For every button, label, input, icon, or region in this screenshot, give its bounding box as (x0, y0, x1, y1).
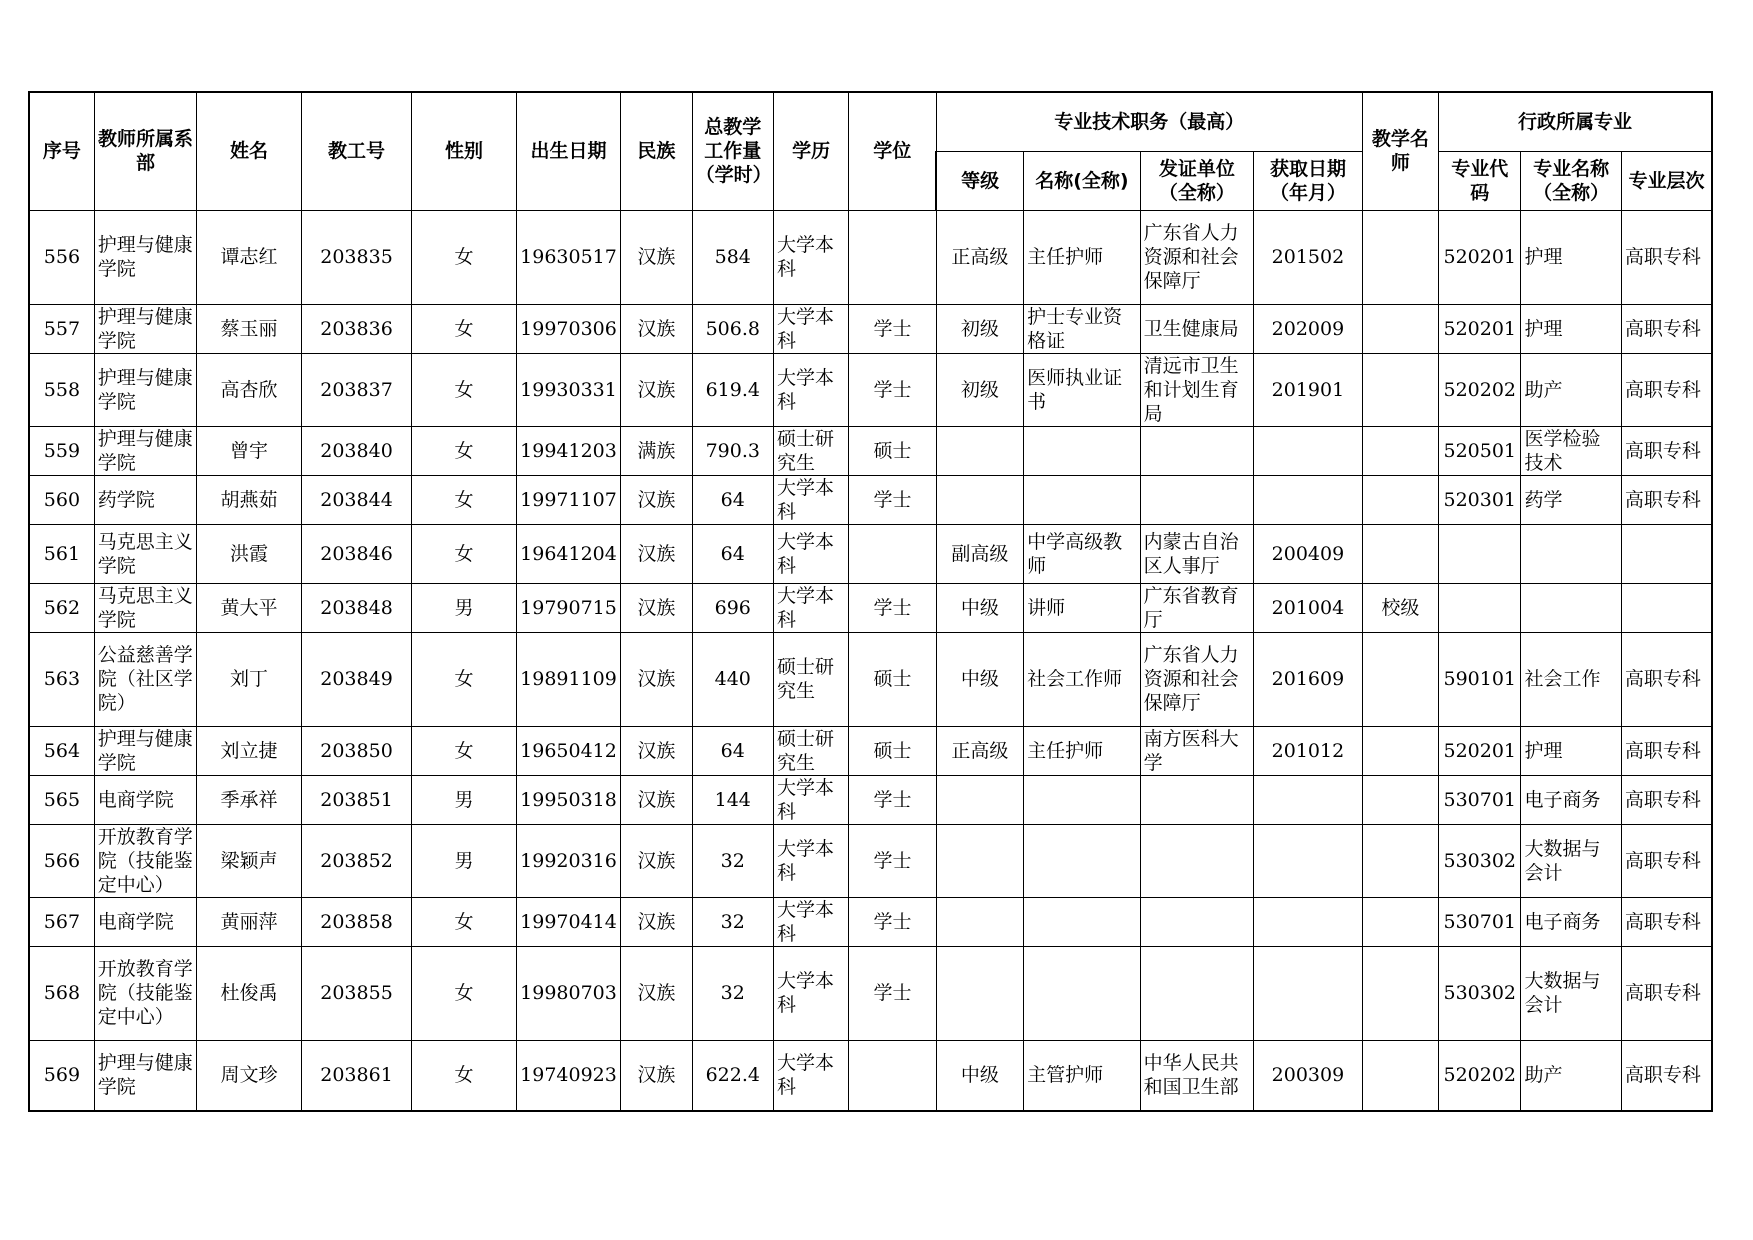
cell-education: 大学本科 (773, 353, 848, 426)
table-row (29, 775, 1712, 824)
cell-major-code: 520201 (1439, 304, 1521, 353)
cell-obtained (1254, 475, 1363, 524)
cell-staff-id: 203852 (301, 824, 412, 897)
cell-gender: 女 (412, 210, 516, 304)
cell-seq: 556 (29, 210, 94, 304)
cell-birth: 19930331 (516, 353, 620, 426)
cell-title-level: 中级 (936, 1040, 1023, 1111)
cell-major-name (1521, 583, 1621, 632)
cell-gender: 女 (412, 353, 516, 426)
cell-name: 谭志红 (197, 210, 301, 304)
cell-title-level: 中级 (936, 583, 1023, 632)
cell-gender: 女 (412, 475, 516, 524)
cell-gender: 女 (412, 304, 516, 353)
cell-major-level (1621, 524, 1712, 583)
cell-birth: 19641204 (516, 524, 620, 583)
cell-issuer (1140, 897, 1254, 946)
cell-seq: 557 (29, 304, 94, 353)
cell-gender: 男 (412, 775, 516, 824)
cell-major-name: 大数据与会计 (1521, 946, 1621, 1040)
cell-issuer (1140, 475, 1254, 524)
cell-degree: 硕士 (849, 426, 936, 475)
cell-major-level: 高职专科 (1621, 824, 1712, 897)
cell-issuer (1140, 946, 1254, 1040)
cell-education: 大学本科 (773, 475, 848, 524)
cell-issuer: 南方医科大学 (1140, 726, 1254, 775)
cell-famous-teacher (1362, 353, 1438, 426)
cell-major-level: 高职专科 (1621, 1040, 1712, 1111)
cell-staff-id: 203861 (301, 1040, 412, 1111)
header-major-group: 行政所属专业 (1439, 92, 1712, 151)
cell-name: 刘立捷 (197, 726, 301, 775)
cell-major-code (1439, 524, 1521, 583)
cell-issuer: 中华人民共和国卫生部 (1140, 1040, 1254, 1111)
cell-gender: 男 (412, 583, 516, 632)
cell-major-name: 护理 (1521, 210, 1621, 304)
header-ethnicity: 民族 (621, 92, 692, 210)
cell-title-name (1024, 946, 1141, 1040)
cell-education: 大学本科 (773, 524, 848, 583)
cell-name: 黄大平 (197, 583, 301, 632)
header-seq: 序号 (29, 92, 94, 210)
cell-birth: 19740923 (516, 1040, 620, 1111)
cell-staff-id: 203850 (301, 726, 412, 775)
cell-seq: 561 (29, 524, 94, 583)
cell-major-name: 护理 (1521, 304, 1621, 353)
cell-major-code: 520301 (1439, 475, 1521, 524)
table-row (29, 824, 1712, 897)
cell-obtained (1254, 775, 1363, 824)
table-row (29, 353, 1712, 426)
cell-dept: 公益慈善学院（社区学院） (94, 632, 196, 726)
cell-obtained: 201609 (1254, 632, 1363, 726)
cell-seq: 569 (29, 1040, 94, 1111)
cell-degree: 学士 (849, 353, 936, 426)
cell-workload: 790.3 (692, 426, 773, 475)
cell-obtained (1254, 946, 1363, 1040)
cell-issuer: 广东省教育厅 (1140, 583, 1254, 632)
cell-education: 硕士研究生 (773, 426, 848, 475)
cell-education: 大学本科 (773, 824, 848, 897)
cell-title-name (1024, 426, 1141, 475)
table-row (29, 946, 1712, 1040)
cell-degree: 学士 (849, 304, 936, 353)
cell-education: 大学本科 (773, 775, 848, 824)
cell-major-level (1621, 583, 1712, 632)
cell-major-code: 530701 (1439, 897, 1521, 946)
cell-famous-teacher (1362, 210, 1438, 304)
cell-name: 刘丁 (197, 632, 301, 726)
cell-famous-teacher (1362, 946, 1438, 1040)
cell-staff-id: 203836 (301, 304, 412, 353)
cell-major-level: 高职专科 (1621, 426, 1712, 475)
header-birth: 出生日期 (516, 92, 620, 210)
cell-dept: 电商学院 (94, 775, 196, 824)
cell-staff-id: 203835 (301, 210, 412, 304)
cell-staff-id: 203855 (301, 946, 412, 1040)
table-row (29, 475, 1712, 524)
cell-workload: 506.8 (692, 304, 773, 353)
cell-degree: 学士 (849, 824, 936, 897)
cell-major-name: 电子商务 (1521, 775, 1621, 824)
cell-obtained: 201012 (1254, 726, 1363, 775)
cell-ethnicity: 汉族 (621, 304, 692, 353)
table-row (29, 304, 1712, 353)
header-gender: 性别 (412, 92, 516, 210)
cell-issuer: 广东省人力资源和社会保障厅 (1140, 210, 1254, 304)
cell-major-code: 590101 (1439, 632, 1521, 726)
cell-gender: 女 (412, 897, 516, 946)
cell-title-level (936, 475, 1023, 524)
cell-obtained: 201502 (1254, 210, 1363, 304)
cell-ethnicity: 汉族 (621, 210, 692, 304)
cell-name: 高杏欣 (197, 353, 301, 426)
cell-title-name: 主管护师 (1024, 1040, 1141, 1111)
cell-major-level: 高职专科 (1621, 726, 1712, 775)
cell-ethnicity: 汉族 (621, 632, 692, 726)
header-title-name: 名称(全称) (1024, 151, 1141, 210)
cell-ethnicity: 满族 (621, 426, 692, 475)
cell-obtained: 200309 (1254, 1040, 1363, 1111)
cell-seq: 565 (29, 775, 94, 824)
cell-birth: 19650412 (516, 726, 620, 775)
cell-degree: 学士 (849, 897, 936, 946)
cell-major-code (1439, 583, 1521, 632)
cell-education: 大学本科 (773, 946, 848, 1040)
cell-degree (849, 210, 936, 304)
cell-famous-teacher (1362, 897, 1438, 946)
cell-issuer: 广东省人力资源和社会保障厅 (1140, 632, 1254, 726)
cell-seq: 558 (29, 353, 94, 426)
cell-staff-id: 203849 (301, 632, 412, 726)
cell-obtained (1254, 897, 1363, 946)
cell-seq: 564 (29, 726, 94, 775)
cell-birth: 19630517 (516, 210, 620, 304)
cell-degree: 硕士 (849, 726, 936, 775)
header-title-group: 专业技术职务（最高） (936, 92, 1362, 151)
cell-issuer: 清远市卫生和计划生育局 (1140, 353, 1254, 426)
cell-seq: 568 (29, 946, 94, 1040)
table-row (29, 583, 1712, 632)
cell-dept: 护理与健康学院 (94, 353, 196, 426)
cell-title-level (936, 775, 1023, 824)
cell-dept: 护理与健康学院 (94, 210, 196, 304)
cell-title-name (1024, 897, 1141, 946)
cell-name: 黄丽萍 (197, 897, 301, 946)
cell-dept: 开放教育学院（技能鉴定中心） (94, 946, 196, 1040)
cell-education: 大学本科 (773, 583, 848, 632)
cell-title-level (936, 946, 1023, 1040)
cell-famous-teacher (1362, 824, 1438, 897)
cell-obtained: 202009 (1254, 304, 1363, 353)
cell-dept: 护理与健康学院 (94, 1040, 196, 1111)
cell-title-name: 社会工作师 (1024, 632, 1141, 726)
cell-title-level: 副高级 (936, 524, 1023, 583)
table-row (29, 524, 1712, 583)
cell-ethnicity: 汉族 (621, 726, 692, 775)
cell-major-name: 护理 (1521, 726, 1621, 775)
cell-seq: 560 (29, 475, 94, 524)
cell-education: 硕士研究生 (773, 632, 848, 726)
cell-birth: 19950318 (516, 775, 620, 824)
header-major-level: 专业层次 (1621, 151, 1712, 210)
cell-dept: 马克思主义学院 (94, 583, 196, 632)
cell-dept: 电商学院 (94, 897, 196, 946)
cell-name: 梁颖声 (197, 824, 301, 897)
cell-major-level: 高职专科 (1621, 353, 1712, 426)
header-name: 姓名 (197, 92, 301, 210)
cell-title-name (1024, 475, 1141, 524)
cell-major-code: 520201 (1439, 726, 1521, 775)
cell-issuer (1140, 824, 1254, 897)
cell-gender: 女 (412, 946, 516, 1040)
cell-staff-id: 203858 (301, 897, 412, 946)
cell-title-level (936, 824, 1023, 897)
cell-obtained (1254, 824, 1363, 897)
cell-name: 周文珍 (197, 1040, 301, 1111)
cell-title-name: 医师执业证书 (1024, 353, 1141, 426)
cell-obtained (1254, 426, 1363, 475)
header-major-code: 专业代码 (1439, 151, 1521, 210)
cell-seq: 563 (29, 632, 94, 726)
cell-education: 大学本科 (773, 1040, 848, 1111)
cell-title-name: 主任护师 (1024, 210, 1141, 304)
header-famous-teacher: 教学名师 (1362, 92, 1438, 210)
cell-seq: 562 (29, 583, 94, 632)
cell-education: 硕士研究生 (773, 726, 848, 775)
header-staff-id: 教工号 (301, 92, 412, 210)
cell-famous-teacher (1362, 726, 1438, 775)
cell-major-level: 高职专科 (1621, 304, 1712, 353)
cell-degree: 学士 (849, 583, 936, 632)
cell-name: 杜俊禹 (197, 946, 301, 1040)
cell-ethnicity: 汉族 (621, 775, 692, 824)
cell-workload: 32 (692, 897, 773, 946)
cell-famous-teacher (1362, 304, 1438, 353)
cell-title-level: 正高级 (936, 726, 1023, 775)
cell-issuer (1140, 775, 1254, 824)
cell-workload: 584 (692, 210, 773, 304)
table-row (29, 726, 1712, 775)
cell-staff-id: 203840 (301, 426, 412, 475)
cell-title-level: 初级 (936, 304, 1023, 353)
cell-degree: 学士 (849, 475, 936, 524)
cell-ethnicity: 汉族 (621, 353, 692, 426)
cell-major-code: 520501 (1439, 426, 1521, 475)
cell-issuer: 卫生健康局 (1140, 304, 1254, 353)
cell-major-name (1521, 524, 1621, 583)
cell-major-name: 助产 (1521, 1040, 1621, 1111)
header-dept: 教师所属系部 (94, 92, 196, 210)
cell-major-name: 助产 (1521, 353, 1621, 426)
cell-ethnicity: 汉族 (621, 1040, 692, 1111)
cell-gender: 女 (412, 1040, 516, 1111)
cell-title-name (1024, 824, 1141, 897)
cell-education: 大学本科 (773, 304, 848, 353)
cell-workload: 619.4 (692, 353, 773, 426)
header-issuer: 发证单位（全称） (1140, 151, 1254, 210)
cell-workload: 622.4 (692, 1040, 773, 1111)
cell-birth: 19970414 (516, 897, 620, 946)
cell-major-code: 520202 (1439, 353, 1521, 426)
cell-birth: 19891109 (516, 632, 620, 726)
header-degree: 学位 (849, 92, 936, 210)
cell-major-level: 高职专科 (1621, 475, 1712, 524)
cell-birth: 19790715 (516, 583, 620, 632)
cell-name: 洪霞 (197, 524, 301, 583)
table-body (29, 210, 1712, 1111)
header-workload: 总教学工作量（学时） (692, 92, 773, 210)
cell-title-level: 中级 (936, 632, 1023, 726)
cell-education: 大学本科 (773, 210, 848, 304)
cell-major-code: 530302 (1439, 946, 1521, 1040)
cell-seq: 566 (29, 824, 94, 897)
table-row (29, 897, 1712, 946)
cell-ethnicity: 汉族 (621, 824, 692, 897)
cell-issuer (1140, 426, 1254, 475)
cell-name: 蔡玉丽 (197, 304, 301, 353)
cell-ethnicity: 汉族 (621, 524, 692, 583)
cell-major-name: 大数据与会计 (1521, 824, 1621, 897)
cell-workload: 440 (692, 632, 773, 726)
cell-famous-teacher (1362, 524, 1438, 583)
cell-name: 曾宇 (197, 426, 301, 475)
cell-seq: 567 (29, 897, 94, 946)
cell-staff-id: 203844 (301, 475, 412, 524)
cell-degree (849, 524, 936, 583)
cell-title-name: 护士专业资格证 (1024, 304, 1141, 353)
cell-degree: 学士 (849, 946, 936, 1040)
cell-famous-teacher (1362, 475, 1438, 524)
cell-dept: 护理与健康学院 (94, 304, 196, 353)
cell-famous-teacher (1362, 632, 1438, 726)
cell-title-level: 初级 (936, 353, 1023, 426)
cell-staff-id: 203837 (301, 353, 412, 426)
cell-workload: 144 (692, 775, 773, 824)
cell-famous-teacher (1362, 775, 1438, 824)
cell-obtained: 201004 (1254, 583, 1363, 632)
cell-dept: 护理与健康学院 (94, 426, 196, 475)
cell-gender: 女 (412, 632, 516, 726)
staff-table (28, 91, 1713, 1112)
cell-workload: 32 (692, 824, 773, 897)
cell-workload: 696 (692, 583, 773, 632)
table-row (29, 632, 1712, 726)
cell-ethnicity: 汉族 (621, 475, 692, 524)
cell-major-code: 520201 (1439, 210, 1521, 304)
cell-major-name: 社会工作 (1521, 632, 1621, 726)
cell-workload: 64 (692, 475, 773, 524)
cell-dept: 护理与健康学院 (94, 726, 196, 775)
cell-gender: 女 (412, 524, 516, 583)
cell-title-name: 讲师 (1024, 583, 1141, 632)
table-row (29, 210, 1712, 304)
cell-birth: 19971107 (516, 475, 620, 524)
cell-major-code: 520202 (1439, 1040, 1521, 1111)
cell-obtained: 201901 (1254, 353, 1363, 426)
cell-title-level: 正高级 (936, 210, 1023, 304)
cell-birth: 19970306 (516, 304, 620, 353)
cell-birth: 19920316 (516, 824, 620, 897)
cell-ethnicity: 汉族 (621, 897, 692, 946)
cell-famous-teacher (1362, 426, 1438, 475)
cell-education: 大学本科 (773, 897, 848, 946)
cell-famous-teacher: 校级 (1362, 583, 1438, 632)
cell-workload: 64 (692, 524, 773, 583)
cell-degree (849, 1040, 936, 1111)
cell-ethnicity: 汉族 (621, 583, 692, 632)
cell-major-name: 医学检验技术 (1521, 426, 1621, 475)
cell-title-name: 主任护师 (1024, 726, 1141, 775)
header-title-level: 等级 (936, 151, 1023, 210)
cell-dept: 马克思主义学院 (94, 524, 196, 583)
cell-major-name: 电子商务 (1521, 897, 1621, 946)
cell-famous-teacher (1362, 1040, 1438, 1111)
cell-issuer: 内蒙古自治区人事厅 (1140, 524, 1254, 583)
cell-ethnicity: 汉族 (621, 946, 692, 1040)
cell-staff-id: 203851 (301, 775, 412, 824)
cell-major-level: 高职专科 (1621, 210, 1712, 304)
cell-obtained: 200409 (1254, 524, 1363, 583)
table-row (29, 1040, 1712, 1111)
cell-gender: 女 (412, 726, 516, 775)
cell-workload: 64 (692, 726, 773, 775)
cell-title-name (1024, 775, 1141, 824)
cell-major-name: 药学 (1521, 475, 1621, 524)
cell-title-level (936, 897, 1023, 946)
cell-birth: 19941203 (516, 426, 620, 475)
cell-dept: 药学院 (94, 475, 196, 524)
cell-major-code: 530302 (1439, 824, 1521, 897)
cell-workload: 32 (692, 946, 773, 1040)
cell-major-code: 530701 (1439, 775, 1521, 824)
table-row (29, 426, 1712, 475)
cell-major-level: 高职专科 (1621, 946, 1712, 1040)
cell-degree: 学士 (849, 775, 936, 824)
cell-gender: 男 (412, 824, 516, 897)
cell-title-name: 中学高级教师 (1024, 524, 1141, 583)
cell-degree: 硕士 (849, 632, 936, 726)
cell-major-level: 高职专科 (1621, 897, 1712, 946)
cell-name: 季承祥 (197, 775, 301, 824)
header-major-name: 专业名称（全称） (1521, 151, 1621, 210)
cell-major-level: 高职专科 (1621, 775, 1712, 824)
cell-seq: 559 (29, 426, 94, 475)
header-obtained: 获取日期（年月） (1254, 151, 1363, 210)
header-education: 学历 (773, 92, 848, 210)
cell-staff-id: 203846 (301, 524, 412, 583)
cell-major-level: 高职专科 (1621, 632, 1712, 726)
cell-gender: 女 (412, 426, 516, 475)
table-header (29, 92, 1712, 210)
cell-name: 胡燕茹 (197, 475, 301, 524)
cell-title-level (936, 426, 1023, 475)
cell-birth: 19980703 (516, 946, 620, 1040)
cell-staff-id: 203848 (301, 583, 412, 632)
cell-dept: 开放教育学院（技能鉴定中心） (94, 824, 196, 897)
